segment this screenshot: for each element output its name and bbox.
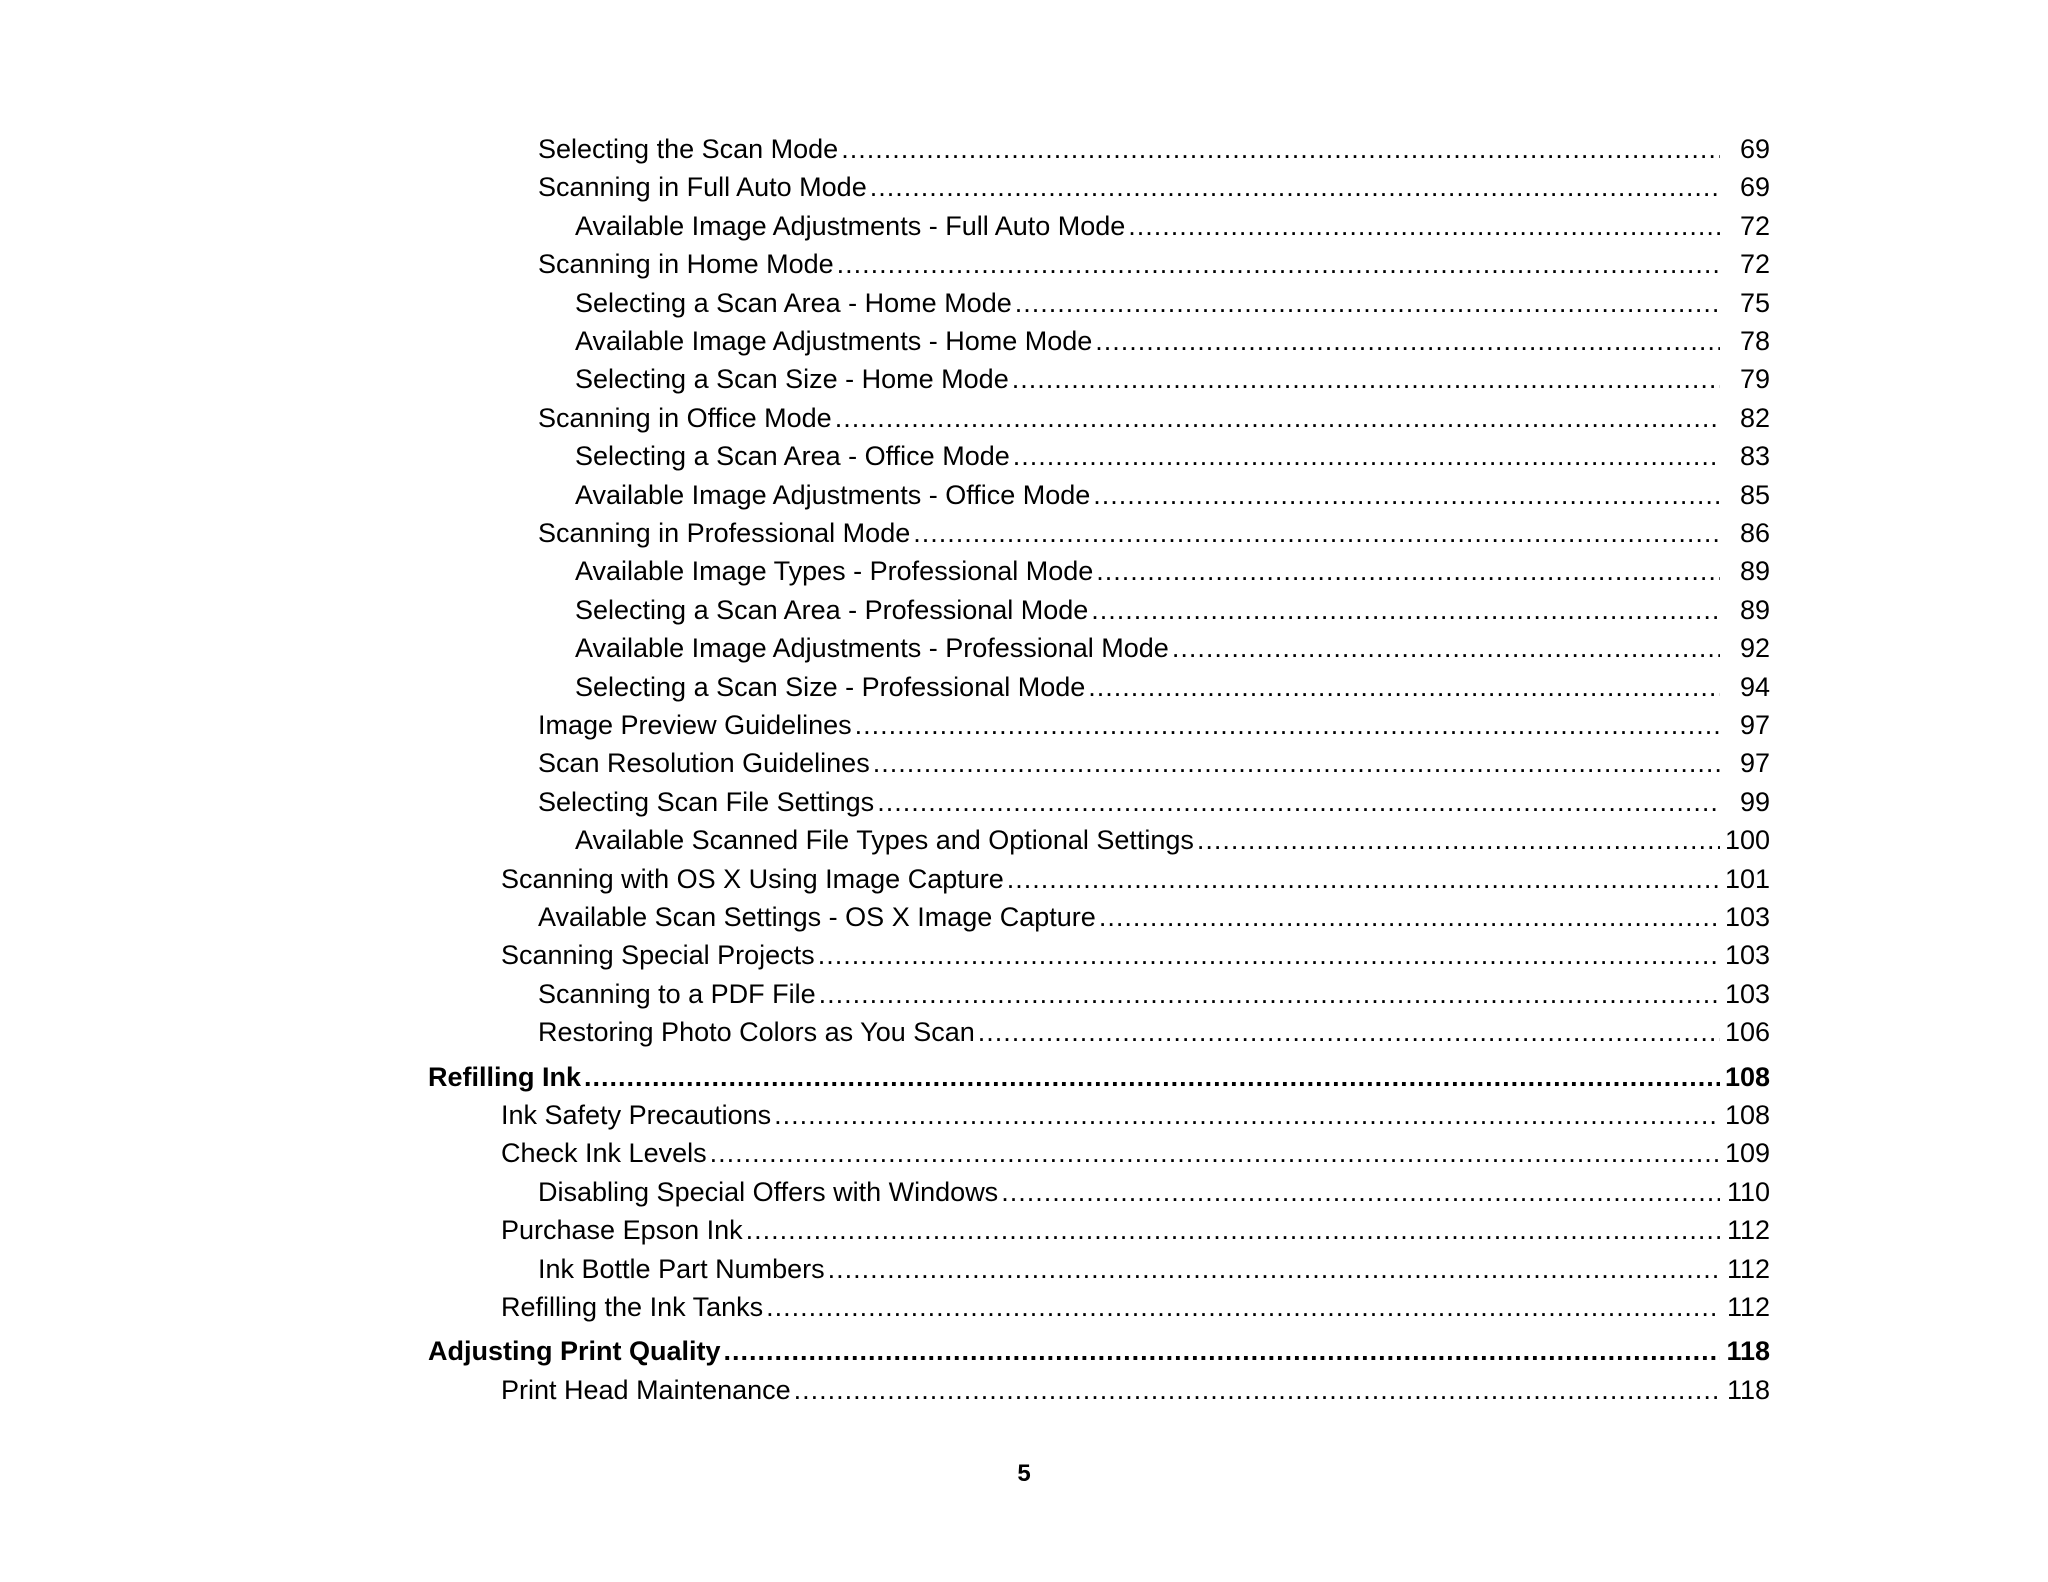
toc-entry[interactable] xyxy=(575,210,1770,242)
toc-entry-page: 69 xyxy=(1739,134,1770,164)
toc-entry[interactable] xyxy=(575,479,1770,511)
toc-entry-page: 85 xyxy=(1739,479,1770,510)
dot-leader xyxy=(584,1061,1720,1093)
dot-leader xyxy=(819,978,1720,1010)
toc-entry-title: Print Head Maintenance xyxy=(501,1374,791,1405)
toc-entry-page: 112 xyxy=(1726,1253,1770,1284)
toc-entry-page: 75 xyxy=(1739,287,1770,318)
dot-leader xyxy=(841,133,1720,165)
toc-entry-title: Refilling the Ink Tanks xyxy=(501,1292,764,1322)
toc-entry-page: 103 xyxy=(1724,940,1770,971)
toc-entry-title: Image Preview Guidelines xyxy=(538,710,852,740)
toc-entry-title: Selecting a Scan Size - Home Mode xyxy=(575,364,1009,395)
toc-entry-page: 118 xyxy=(1726,1336,1770,1367)
toc-entry[interactable] xyxy=(575,632,1770,664)
toc-entry-page: 99 xyxy=(1739,786,1770,817)
toc-entry-title: Available Scan Settings - OS X Image Capture xyxy=(538,902,1096,932)
toc-entry[interactable] xyxy=(575,440,1770,472)
toc-entry[interactable] xyxy=(538,1016,1770,1048)
toc-entry-page: 108 xyxy=(1724,1100,1770,1130)
toc-entry[interactable] xyxy=(501,1214,1770,1246)
toc-entry[interactable] xyxy=(575,363,1770,395)
dot-leader xyxy=(1093,479,1720,511)
toc-entry[interactable] xyxy=(428,1335,1770,1367)
toc-entry-page: 72 xyxy=(1739,210,1770,241)
dot-leader xyxy=(835,402,1720,434)
toc-entry[interactable] xyxy=(538,517,1770,549)
dot-leader xyxy=(818,939,1720,971)
toc-entry-title: Selecting a Scan Size - Professional Mode xyxy=(575,671,1086,702)
toc-entry-page: 118 xyxy=(1726,1374,1770,1405)
toc-entry[interactable] xyxy=(575,287,1770,319)
toc-entry-page: 106 xyxy=(1724,1017,1770,1048)
dot-leader xyxy=(828,1253,1720,1285)
toc-entry-page: 78 xyxy=(1739,326,1770,356)
toc-entry-title: Purchase Epson Ink xyxy=(501,1215,743,1246)
toc-entry-title: Available Image Adjustments - Full Auto Mode xyxy=(575,210,1126,241)
toc-entry-page: 100 xyxy=(1724,825,1770,856)
toc-entry[interactable] xyxy=(501,939,1770,971)
toc-entry-page: 108 xyxy=(1724,1061,1770,1092)
toc-entry[interactable] xyxy=(538,248,1770,280)
toc-entry-page: 89 xyxy=(1739,594,1770,625)
dot-leader xyxy=(1001,1176,1720,1208)
dot-leader xyxy=(837,248,1720,280)
toc-entry-title: Scanning with OS X Using Image Capture xyxy=(501,863,1004,894)
toc-entry-page: 92 xyxy=(1739,633,1770,664)
toc-entry[interactable] xyxy=(501,1099,1770,1131)
toc-entry-title: Selecting a Scan Area - Office Mode xyxy=(575,441,1010,472)
toc-entry-page: 89 xyxy=(1739,556,1770,587)
page-number: 5 xyxy=(1017,1460,1031,1487)
toc-entry-title: Disabling Special Offers with Windows xyxy=(538,1176,999,1207)
dot-leader xyxy=(1172,632,1720,664)
toc-entry[interactable] xyxy=(538,1176,1770,1208)
toc-entry-page: 72 xyxy=(1739,249,1770,280)
dot-leader xyxy=(1012,363,1720,395)
dot-leader xyxy=(794,1374,1720,1406)
dot-leader xyxy=(1007,863,1720,895)
toc-entry-page: 110 xyxy=(1726,1176,1770,1207)
toc-entry-title: Scan Resolution Guidelines xyxy=(538,748,870,779)
toc-entry-title: Available Image Adjustments - Home Mode xyxy=(575,326,1093,356)
toc-entry[interactable] xyxy=(575,594,1770,626)
toc-entry-page: 112 xyxy=(1726,1292,1770,1322)
toc-entry-page: 103 xyxy=(1724,978,1770,1009)
dot-leader xyxy=(1197,824,1720,856)
toc-entry-page: 101 xyxy=(1724,863,1770,894)
toc-entry[interactable] xyxy=(538,171,1770,203)
toc-entry-page: 109 xyxy=(1724,1138,1770,1169)
toc-entry-title: Available Image Types - Professional Mode xyxy=(575,556,1094,587)
dot-leader xyxy=(774,1099,1720,1131)
toc-entry-title: Selecting Scan File Settings xyxy=(538,786,875,817)
toc-entry-title: Scanning in Office Mode xyxy=(538,402,832,433)
dot-leader xyxy=(1015,287,1720,319)
toc-entry-title: Selecting the Scan Mode xyxy=(538,134,839,164)
dot-leader xyxy=(766,1291,1720,1323)
dot-leader xyxy=(1091,594,1720,626)
dot-leader xyxy=(877,786,1720,818)
toc-entry-title: Scanning Special Projects xyxy=(501,940,815,971)
dot-leader xyxy=(710,1137,1720,1169)
toc-entry-title: Available Scanned File Types and Optional Settings xyxy=(575,825,1194,856)
toc-entry[interactable] xyxy=(501,1137,1770,1169)
toc-entry-title: Scanning in Full Auto Mode xyxy=(538,172,867,203)
dot-leader xyxy=(1088,671,1720,703)
toc-entry-page: 97 xyxy=(1739,710,1770,740)
toc-entry-page: 69 xyxy=(1739,172,1770,203)
toc-entry[interactable] xyxy=(501,1291,1770,1323)
toc-entry[interactable] xyxy=(538,901,1770,933)
toc-entry[interactable] xyxy=(575,824,1770,856)
toc-entry-title: Scanning in Professional Mode xyxy=(538,518,911,548)
dot-leader xyxy=(1128,210,1720,242)
dot-leader xyxy=(855,709,1720,741)
toc-entry-title: Selecting a Scan Area - Professional Mode xyxy=(575,594,1089,625)
toc-entry-title: Check Ink Levels xyxy=(501,1138,707,1169)
toc-entry-page: 97 xyxy=(1739,748,1770,779)
dot-leader xyxy=(1099,901,1720,933)
toc-entry-page: 83 xyxy=(1739,441,1770,472)
toc-entry-title: Ink Safety Precautions xyxy=(501,1100,772,1130)
toc-entry-title: Adjusting Print Quality xyxy=(428,1336,721,1367)
dot-leader xyxy=(913,517,1720,549)
toc-entry-title: Scanning to a PDF File xyxy=(538,978,816,1009)
dot-leader xyxy=(870,171,1720,203)
toc-entry[interactable] xyxy=(428,1061,1770,1093)
toc-entry[interactable] xyxy=(538,786,1770,818)
toc-entry[interactable] xyxy=(501,863,1770,895)
toc-entry-page: 82 xyxy=(1739,402,1770,433)
toc-entry[interactable] xyxy=(501,1374,1770,1406)
toc-entry[interactable] xyxy=(538,709,1770,741)
toc-entry-title: Selecting a Scan Area - Home Mode xyxy=(575,287,1012,318)
toc-entry-title: Available Image Adjustments - Professional Mode xyxy=(575,633,1169,664)
toc-entry[interactable] xyxy=(538,747,1770,779)
toc-entry-title: Restoring Photo Colors as You Scan xyxy=(538,1017,975,1048)
toc-entry[interactable] xyxy=(538,1253,1770,1285)
toc-entry-title: Ink Bottle Part Numbers xyxy=(538,1253,825,1284)
toc-entry[interactable] xyxy=(575,325,1770,357)
toc-entry-title: Refilling Ink xyxy=(428,1061,582,1092)
toc-entry[interactable] xyxy=(575,555,1770,587)
toc-entry[interactable] xyxy=(538,978,1770,1010)
toc-entry-page: 112 xyxy=(1726,1215,1770,1246)
toc-entry-page: 86 xyxy=(1739,518,1770,548)
dot-leader xyxy=(1095,325,1720,357)
dot-leader xyxy=(978,1016,1720,1048)
dot-leader xyxy=(724,1335,1720,1367)
toc-entry-title: Available Image Adjustments - Office Mode xyxy=(575,479,1091,510)
toc-entry[interactable] xyxy=(538,402,1770,434)
toc-entry[interactable] xyxy=(575,671,1770,703)
toc-entry[interactable] xyxy=(538,133,1770,165)
dot-leader xyxy=(873,747,1720,779)
toc-entry-page: 94 xyxy=(1739,671,1770,702)
toc-entry-page: 79 xyxy=(1739,364,1770,395)
dot-leader xyxy=(1096,555,1720,587)
dot-leader xyxy=(1013,440,1720,472)
toc-entry-title: Scanning in Home Mode xyxy=(538,249,834,280)
toc-entry-page: 103 xyxy=(1724,902,1770,932)
dot-leader xyxy=(746,1214,1720,1246)
